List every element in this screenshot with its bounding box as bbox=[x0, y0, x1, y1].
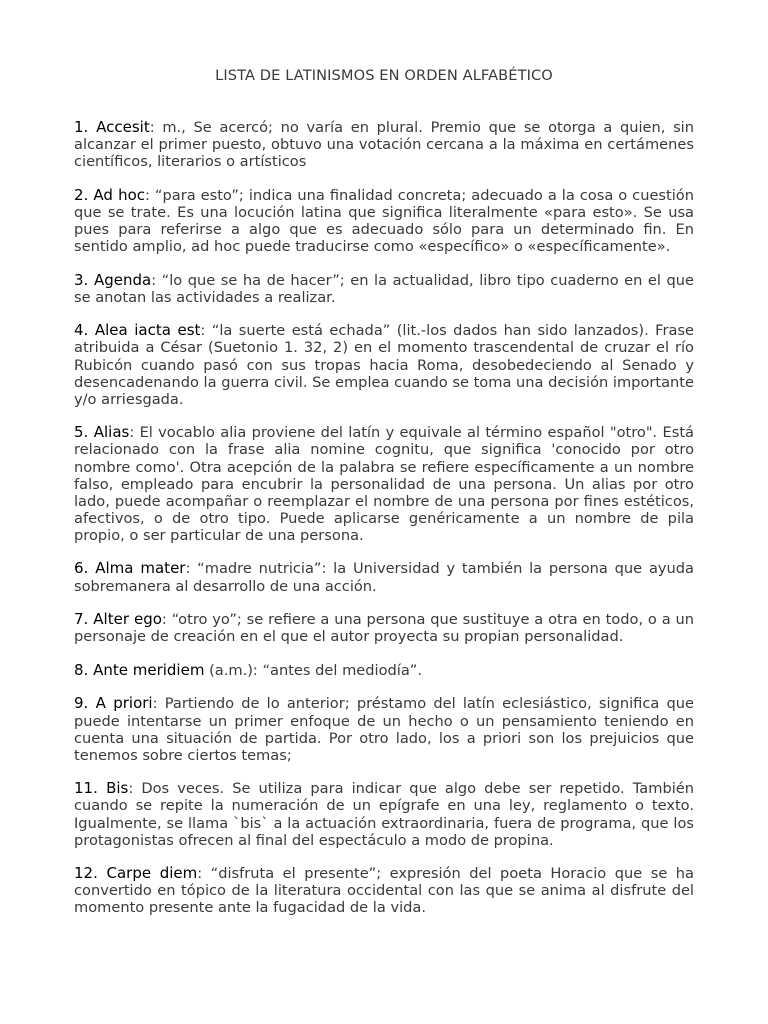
entry-term: 12. Carpe diem bbox=[74, 864, 198, 883]
entry-definition: : m., Se acercó; no varía en plural. Premio que se otorga a quien, sin alcanzar el primer puesto, obtuvo una votación cercana a la máxima en certámenes científicos, literarios o artísticos bbox=[74, 119, 694, 171]
entry-definition: : El vocablo alia proviene del latín y equivale al término español "otro". Está relacionado con la frase alia nomine cognitu, que significa 'conocido por otro nombre como'. Otra acepción de la palabra se refiere específicamente a un nombre falso, empleado para encubrir la personalidad de una persona. Un alias por otro lado, puede acompañar o reemplazar el nombre de una persona por fines estéticos, afectivos, o de otro tipo. Puede aplicarse genéricamente a un nombre de pila propio, o ser particular de una persona. bbox=[74, 424, 694, 544]
document-title: LISTA DE LATINISMOS EN ORDEN ALFABÉTICO bbox=[215, 67, 553, 84]
list-item bbox=[74, 865, 694, 916]
entry-definition: : “la suerte está echada” (lit.-los dados han sido lanzados). Frase atribuida a César (Suetonio 1. 32, 2) en el momento trascendental de cruzar el río Rubicón cuando pasó con sus tropas hacia Roma, desobedeciendo al Senado y desencadenando la guerra civil. Se emplea cuando se toma una decisión importante y/o arriesgada. bbox=[74, 322, 694, 408]
list-item bbox=[74, 611, 694, 645]
entry-term: 7. Alter ego bbox=[74, 610, 162, 629]
entry-list bbox=[74, 119, 694, 933]
entry-term: 6. Alma mater bbox=[74, 559, 186, 578]
list-item bbox=[74, 560, 694, 594]
list-item bbox=[74, 272, 694, 306]
entry-term: 5. Alias bbox=[74, 423, 130, 442]
entry-definition: : “lo que se ha de hacer”; en la actualidad, libro tipo cuaderno en el que se anotan las actividades a realizar. bbox=[74, 271, 694, 306]
entry-term: 1. Accesit bbox=[74, 118, 150, 136]
entry-definition: : “madre nutricia”: la Universidad y también la persona que ayuda sobremanera al desarrollo de una acción. bbox=[74, 560, 694, 595]
list-item bbox=[74, 424, 694, 544]
list-item bbox=[74, 780, 694, 848]
list-item bbox=[74, 119, 694, 170]
list-item bbox=[74, 662, 694, 679]
entry-term: 8. Ante meridiem bbox=[74, 660, 205, 679]
entry-term: 3. Agenda bbox=[74, 270, 152, 289]
entry-definition: : “otro yo”; se refiere a una persona que sustituye a otra en todo, o a un personaje de creación en el que el autor proyecta su propian personalidad. bbox=[74, 611, 694, 646]
entry-term: 11. Bis bbox=[74, 779, 129, 798]
entry-term: 4. Alea iacta est bbox=[74, 321, 201, 340]
list-item bbox=[74, 187, 694, 255]
entry-definition: (a.m.): “antes del mediodía”. bbox=[204, 661, 422, 679]
entry-term: 9. A priori bbox=[74, 694, 153, 713]
entry-definition: : Dos veces. Se utiliza para indicar que algo debe ser repetido. También cuando se repite la numeración de un epígrafe en una ley, reglamento o texto. Igualmente, se llama `bis` a la actuación extraordinaria, fuera de programa, que los protagonistas ofrecen al final del espectáculo a modo de propina. bbox=[74, 780, 694, 849]
list-item bbox=[74, 695, 694, 763]
entry-term: 2. Ad hoc bbox=[74, 185, 146, 204]
entry-definition: : “disfruta el presente”; expresión del poeta Horacio que se ha convertido en tópico de la literatura occidental con las que se anima al disfrute del momento presente ante la fugacidad de la vida. bbox=[74, 865, 694, 917]
list-item bbox=[74, 322, 694, 407]
entry-definition: : Partiendo de lo anterior; préstamo del latín eclesiástico, significa que puede intentarse un primer enfoque de un hecho o un pensamiento teniendo en cuenta una situación de partida. Por otro lado, los a priori son los prejuicios que tenemos sobre ciertos temas; bbox=[74, 695, 694, 764]
entry-definition: : “para esto”; indica una finalidad concreta; adecuado a la cosa o cuestión que se trate. Es una locución latina que significa literalmente «para esto». Se usa pues para referirse a algo que es adecuado sólo para un determinado fin. En sentido amplio, ad hoc puede traducirse como «específico» o «específicamente». bbox=[74, 186, 694, 256]
